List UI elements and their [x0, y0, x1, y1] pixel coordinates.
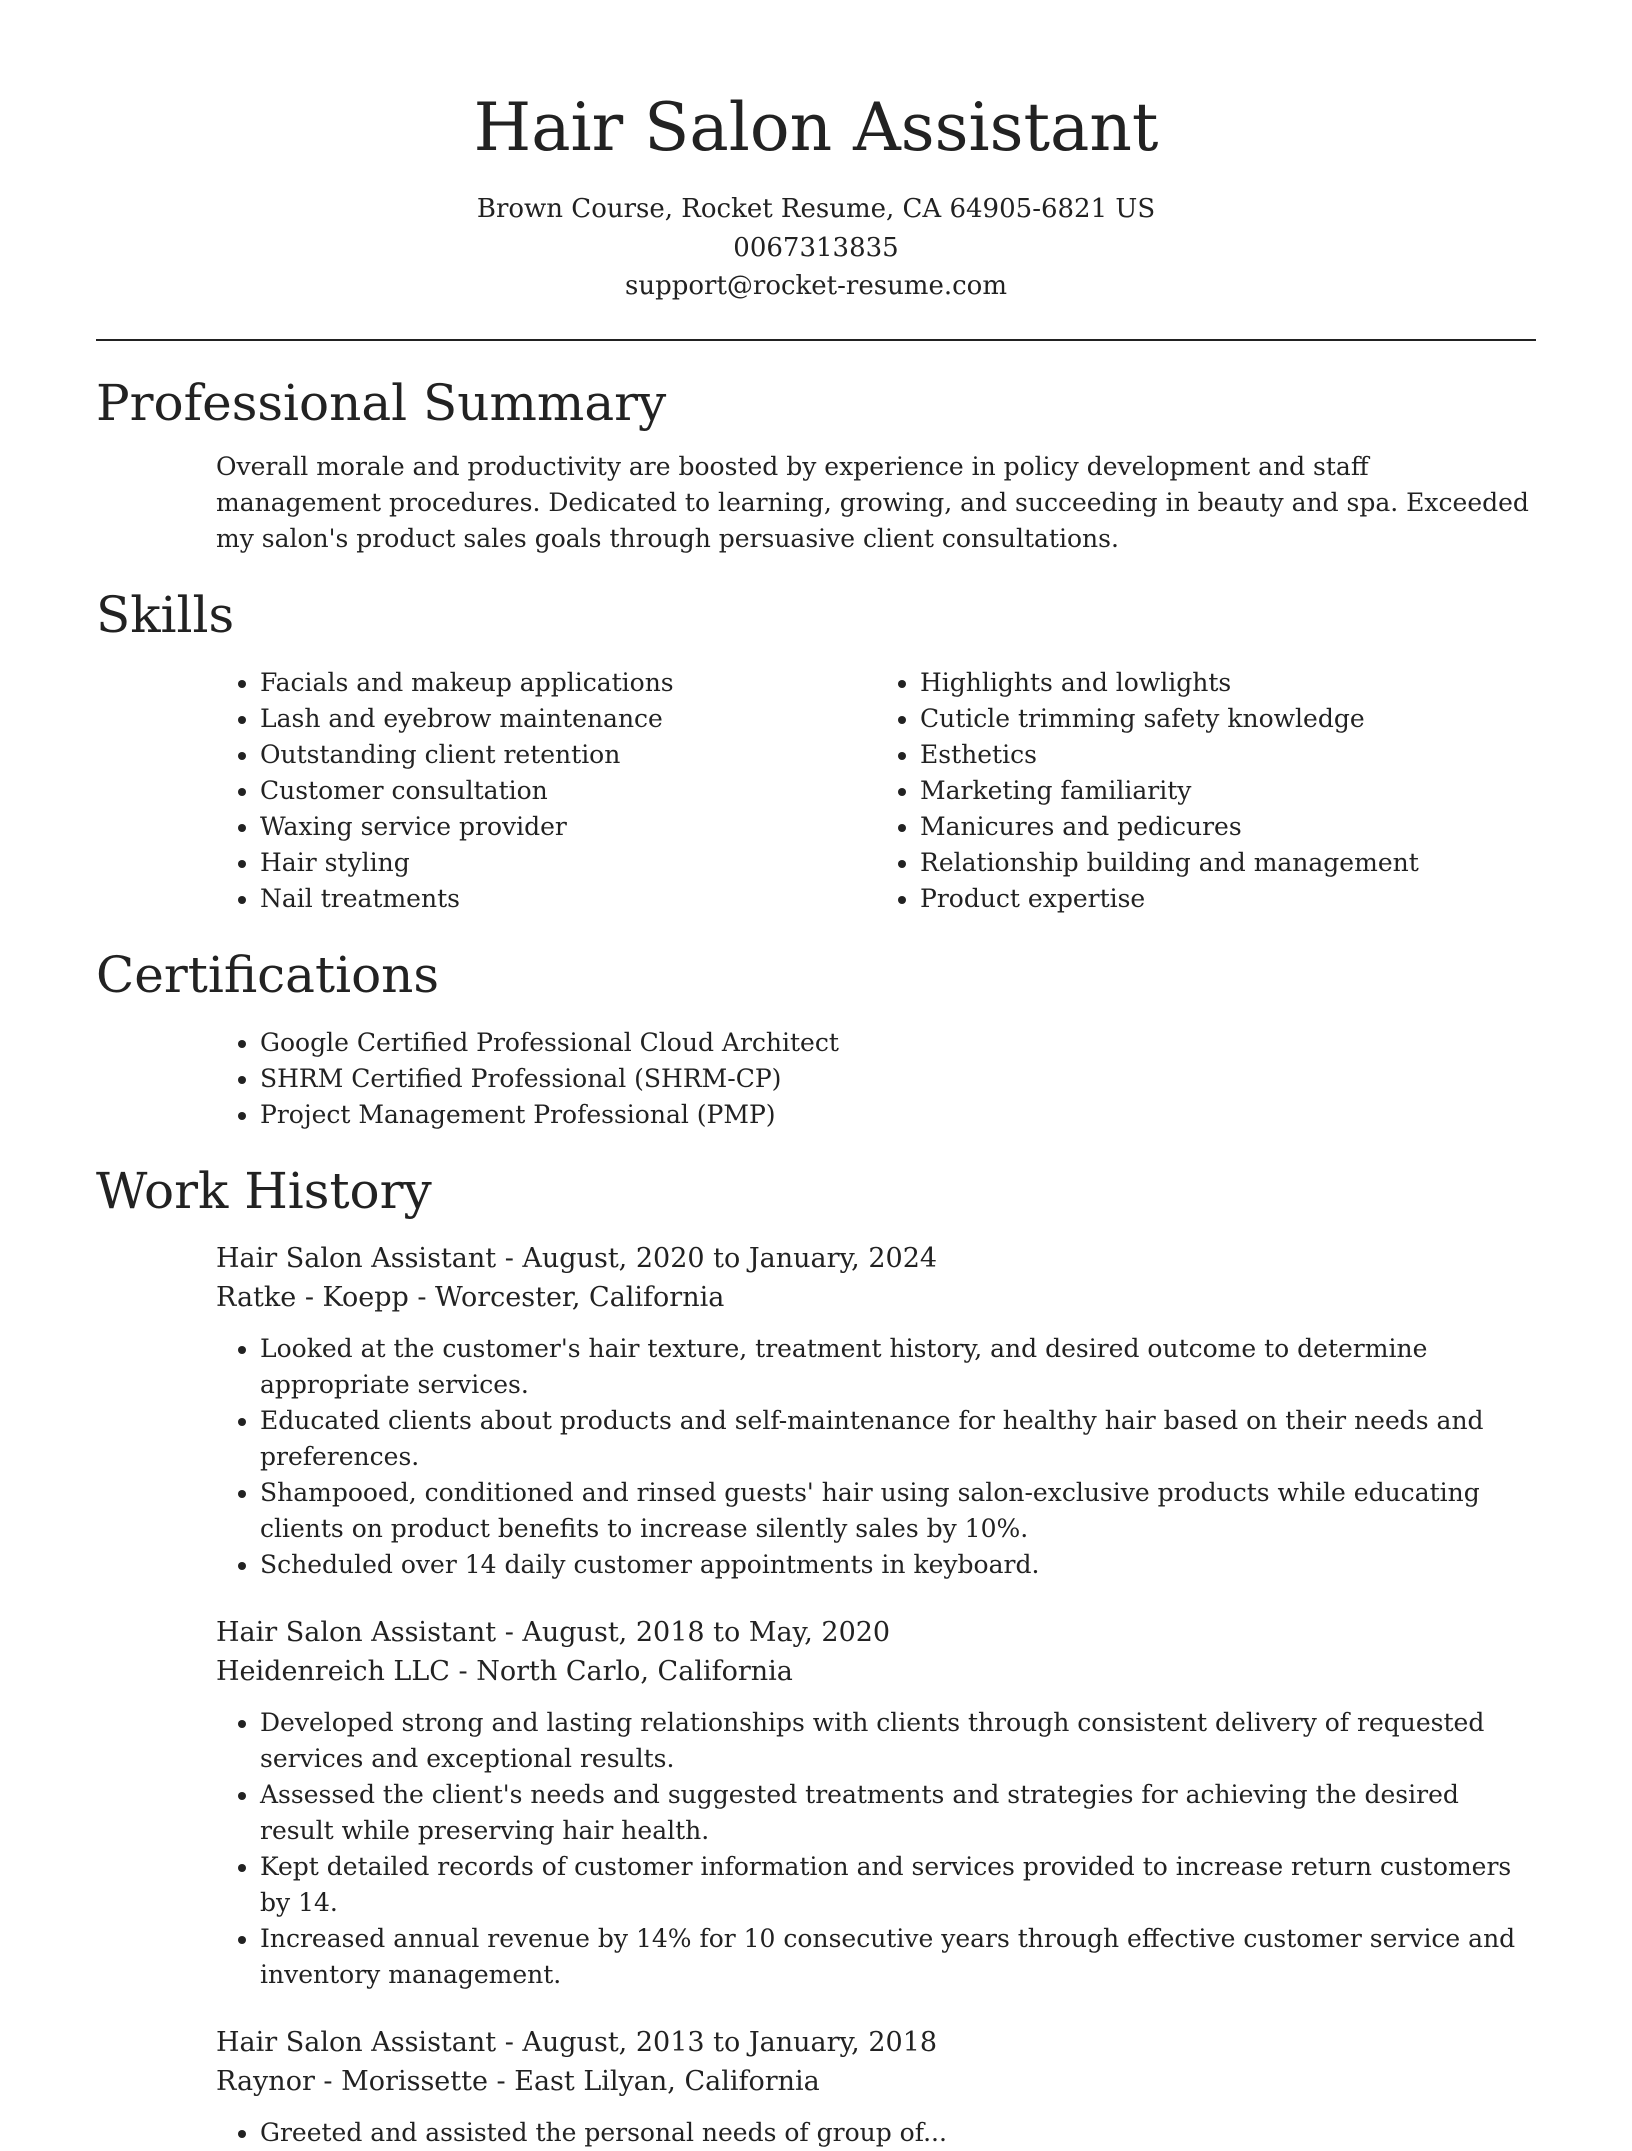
contact-block — [96, 190, 1536, 306]
job-bullet: • Increased annual revenue by 14% for 10 consecutive years through effective customer service and inventory management. — [260, 1921, 1536, 1993]
skill-item: • Outstanding client retention — [260, 737, 876, 773]
email: support@rocket-resume.com — [624, 271, 1007, 301]
skill-item: • Lash and eyebrow maintenance — [260, 701, 876, 737]
skill-item: • Esthetics — [920, 737, 1536, 773]
job-company-location: Heidenreich LLC - North Carlo, California — [216, 1655, 793, 1687]
skill-item: • Hair styling — [260, 845, 876, 881]
certifications-list — [216, 1025, 1536, 1133]
job-bullets — [216, 2115, 1536, 2151]
skill-item: • Relationship building and management — [920, 845, 1536, 881]
header-divider — [96, 339, 1536, 341]
skill-item: • Marketing familiarity — [920, 773, 1536, 809]
skill-item: • Facials and makeup applications — [260, 665, 876, 701]
job-title-dates: Hair Salon Assistant - August, 2020 to January, 2024 — [216, 1242, 938, 1274]
job-entry — [216, 2023, 1536, 2151]
certification-item: • Project Management Professional (PMP) — [260, 1097, 1536, 1133]
job-bullet: • Kept detailed records of customer information and services provided to increase return customers by 14. — [260, 1849, 1536, 1921]
skill-item: • Customer consultation — [260, 773, 876, 809]
certification-item: • SHRM Certified Professional (SHRM-CP) — [260, 1061, 1536, 1097]
skill-item: • Cuticle trimming safety knowledge — [920, 701, 1536, 737]
skill-item: • Waxing service provider — [260, 809, 876, 845]
job-entry — [216, 1613, 1536, 1993]
resume-header — [96, 0, 1536, 306]
section-title-certifications: Certifications — [96, 945, 440, 1004]
job-title-dates: Hair Salon Assistant - August, 2013 to January, 2018 — [216, 2026, 938, 2058]
skill-item: • Nail treatments — [260, 881, 876, 917]
job-bullet: • Assessed the client's needs and suggested treatments and strategies for achieving the desired result while preserving hair health. — [260, 1777, 1536, 1849]
job-company-location: Raynor - Morissette - East Lilyan, California — [216, 2065, 820, 2097]
certification-item: • Google Certified Professional Cloud Architect — [260, 1025, 1536, 1061]
skill-item: • Manicures and pedicures — [920, 809, 1536, 845]
job-bullet: • Developed strong and lasting relationships with clients through consistent delivery of requested services and exceptional results. — [260, 1705, 1536, 1777]
skills-list-right — [876, 665, 1536, 917]
section-title-skills: Skills — [96, 585, 235, 644]
skills-list-left — [216, 665, 876, 917]
skill-item: • Product expertise — [920, 881, 1536, 917]
skill-item: • Highlights and lowlights — [920, 665, 1536, 701]
job-bullets — [216, 1331, 1536, 1583]
skills-columns — [216, 665, 1536, 917]
section-title-summary: Professional Summary — [96, 373, 667, 432]
job-bullet: • Shampooed, conditioned and rinsed guests' hair using salon-exclusive products while educating clients on product benefits to increase silently sales by 10%. — [260, 1475, 1536, 1547]
address: Brown Course, Rocket Resume, CA 64905-6821 US — [476, 194, 1156, 224]
job-bullet: • Looked at the customer's hair texture, treatment history, and desired outcome to determine appropriate services. — [260, 1331, 1536, 1403]
job-bullet: • Scheduled over 14 daily customer appointments in keyboard. — [260, 1547, 1536, 1583]
summary-text: Overall morale and productivity are boosted by experience in policy development and staff management procedures. Dedicated to learning, growing, and succeeding in beauty and spa. Exceeded my salon's product sales goals through persuasive client consultations. — [216, 451, 1529, 553]
section-title-work-history: Work History — [96, 1161, 432, 1220]
job-bullet: • Educated clients about products and self-maintenance for healthy hair based on their needs and preferences. — [260, 1403, 1536, 1475]
candidate-name: Hair Salon Assistant — [473, 89, 1159, 166]
job-company-location: Ratke - Koepp - Worcester, California — [216, 1281, 725, 1313]
job-entry — [216, 1239, 1536, 1583]
job-title-dates: Hair Salon Assistant - August, 2018 to May, 2020 — [216, 1616, 891, 1648]
phone: 0067313835 — [733, 232, 899, 263]
job-bullet: • Greeted and assisted the personal needs of group of... — [260, 2115, 1536, 2151]
job-bullets — [216, 1705, 1536, 1993]
